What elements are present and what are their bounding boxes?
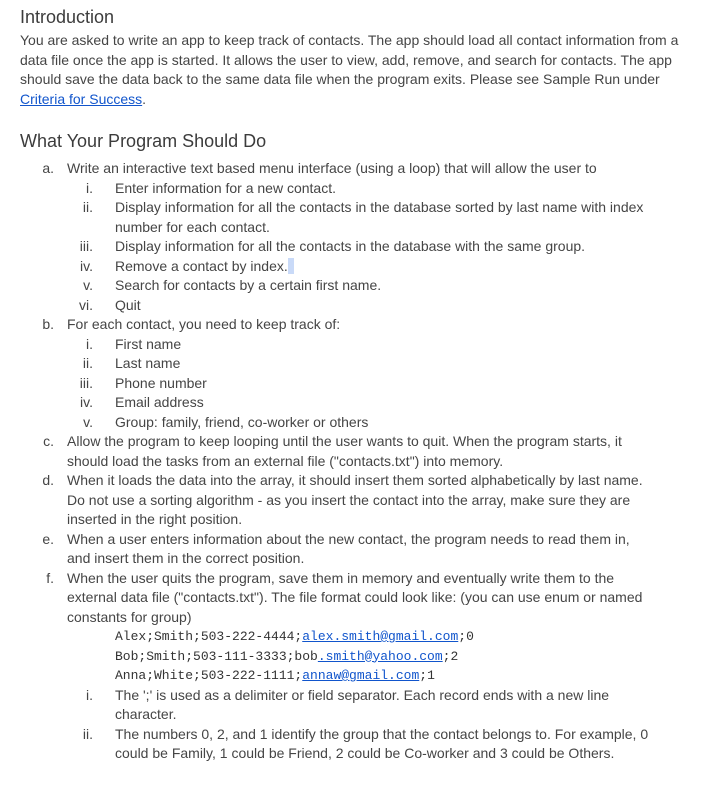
introduction-heading: Introduction bbox=[20, 7, 115, 27]
list-item-c: c. Allow the program to keep looping until the user wants to quit. When the program starts, it should load the tasks from an external file ("contacts.txt") into memory. bbox=[43, 433, 622, 469]
list-item: i. Enter information for a new contact. bbox=[86, 179, 336, 196]
list-item: v. Search for contacts by a certain first name. bbox=[83, 277, 382, 293]
list-item: iv. Remove a contact by index. bbox=[0, 257, 715, 277]
list-item-a: a. Write an interactive text based menu interface (using a loop) that will allow the user to bbox=[42, 160, 597, 176]
requirements-list bbox=[0, 159, 715, 764]
email-link[interactable]: .smith@yahoo.com bbox=[317, 648, 443, 664]
list-item-d: d. When it loads the data into the array, it should insert them sorted alphabetically by last name. Do not use a sorting algorithm - as you insert the contact into the array, make sure they are inserted in the right position. bbox=[42, 472, 643, 527]
list-item: iii. Display information for all the contacts in the database with the same group. bbox=[79, 238, 586, 254]
code-line: Anna;White;503-222-1111;annaw@gmail.com;1 bbox=[115, 668, 435, 683]
section-heading: What Your Program Should Do bbox=[20, 131, 267, 151]
list-item: iii. Phone number bbox=[79, 374, 207, 391]
code-line: Alex;Smith;503-222-4444;alex.smith@gmail.com;0 bbox=[115, 629, 474, 644]
criteria-link[interactable]: Criteria for Success bbox=[20, 90, 143, 107]
code-line: Bob;Smith;503-111-3333;bob.smith@yahoo.com;2 bbox=[115, 648, 459, 664]
list-item-b: b. For each contact, you need to keep track of: bbox=[42, 316, 341, 332]
email-link[interactable]: alex.smith@gmail.com bbox=[302, 629, 459, 644]
list-item: ii. Last name bbox=[82, 355, 181, 371]
list-item: v. Group: family, friend, co-worker or others bbox=[83, 413, 369, 430]
list-item-e: e. When a user enters information about the new contact, the program needs to read them in, and insert them in the correct position. bbox=[42, 530, 630, 566]
list-item: iv. Email address bbox=[80, 394, 204, 410]
list-item: ii. The numbers 0, 2, and 1 identify the group that the contact belongs to. For example, 0 could be Family, 1 could be Friend, 2 could be Co-worker and 3 could be Others. bbox=[82, 725, 649, 761]
introduction-paragraph: You are asked to write an app to keep track of contacts. The app should load all contact information from a data file once the app is started. It allows the user to view, add, remove, and search for contacts. The app should save the data back to the same data file when the program exits. Please see Sample Run under Criteria for Success. bbox=[20, 32, 679, 107]
list-item: i. The ';' is used as a delimiter or field separator. Each record ends with a new line character. bbox=[86, 686, 610, 722]
email-link[interactable]: annaw@gmail.com bbox=[302, 668, 420, 683]
list-item: vi. Quit bbox=[79, 296, 141, 313]
text-cursor-selection bbox=[288, 258, 294, 274]
list-item-f: f. When the user quits the program, save them in memory and eventually write them to the external data file ("contacts.txt"). The file format could look like: (you can use enum or named constants for group) bbox=[46, 569, 643, 625]
list-item: i. First name bbox=[86, 335, 182, 352]
list-item: ii. Display information for all the contacts in the database sorted by last name with index number for each contact. bbox=[82, 199, 644, 235]
